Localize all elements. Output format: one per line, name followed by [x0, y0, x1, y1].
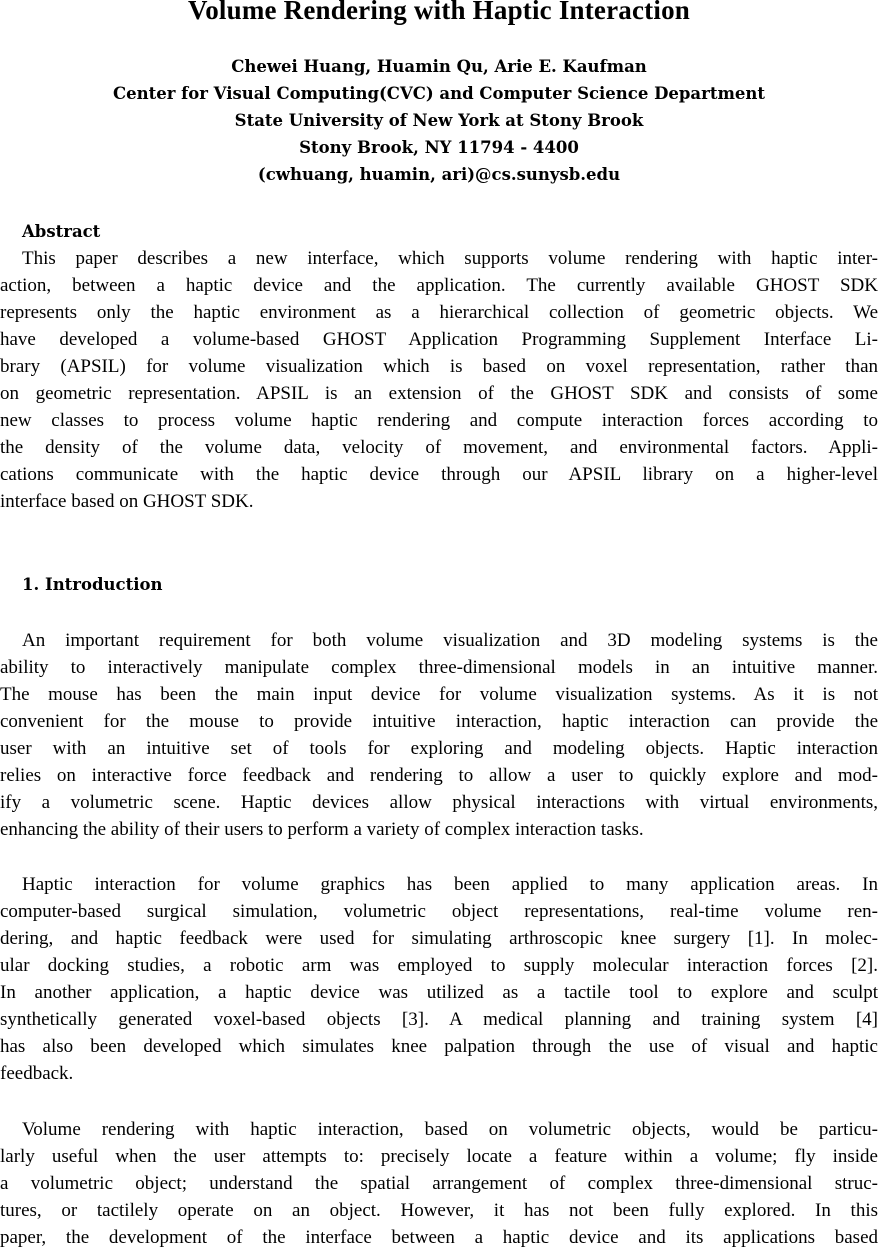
intro-line: Volume rendering with haptic interaction, based on volumetric objects, would be particu-: [22, 1119, 878, 1140]
intro-line: tures, or tactilely operate on an object. However, it has not been fully explored. In this: [0, 1200, 878, 1221]
intro-line: The mouse has been the main input device for volume visualization systems. As it is not: [0, 684, 878, 705]
abstract-line: interface based on GHOST SDK.: [0, 491, 254, 512]
abstract-line: action, between a haptic device and the application. The currently available GHOST SDK: [0, 275, 878, 296]
intro-paragraph-2: [0, 871, 878, 1087]
author-university: State University of New York at Stony Brook: [234, 111, 644, 130]
author-affiliation: Center for Visual Computing(CVC) and Computer Science Department: [112, 84, 766, 103]
abstract-line: on geometric representation. APSIL is an extension of the GHOST SDK and consists of some: [0, 383, 878, 404]
paper-title: Volume Rendering with Haptic Interaction: [188, 0, 690, 25]
abstract-line: cations communicate with the haptic device through our APSIL library on a higher-level: [0, 464, 878, 485]
intro-line: computer-based surgical simulation, volumetric object representations, real-time volume ren-: [0, 901, 878, 922]
intro-line: user with an intuitive set of tools for exploring and modeling objects. Haptic interaction: [0, 738, 878, 759]
intro-line: ability to interactively manipulate complex three-dimensional models in an intuitive manner.: [0, 657, 878, 678]
intro-line: larly useful when the user attempts to: precisely locate a feature within a volume; fly inside: [0, 1146, 878, 1167]
intro-line: feedback.: [0, 1063, 74, 1084]
intro-line: An important requirement for both volume visualization and 3D modeling systems is the: [22, 630, 878, 651]
abstract-line: the density of the volume data, velocity of movement, and environmental factors. Appli-: [0, 437, 878, 458]
abstract-heading: Abstract: [22, 222, 101, 241]
intro-line: a volumetric object; understand the spatial arrangement of complex three-dimensional struc-: [0, 1173, 878, 1194]
author-names: Chewei Huang, Huamin Qu, Arie E. Kaufman: [231, 57, 647, 76]
intro-line: In another application, a haptic device was utilized as a tactile tool to explore and sculpt: [0, 982, 878, 1003]
abstract-line: new classes to process volume haptic rendering and compute interaction forces according to: [0, 410, 878, 431]
intro-line: relies on interactive force feedback and rendering to allow a user to quickly explore and mod-: [0, 765, 878, 786]
abstract-line: brary (APSIL) for volume visualization which is based on voxel representation, rather than: [0, 356, 878, 377]
author-block: [0, 53, 878, 188]
author-location: Stony Brook, NY 11794 - 4400: [299, 138, 579, 157]
intro-line: enhancing the ability of their users to perform a variety of complex interaction tasks.: [0, 819, 644, 840]
intro-line: dering, and haptic feedback were used for simulating arthroscopic knee surgery [1]. In molec-: [0, 928, 878, 949]
intro-paragraph-1: [0, 627, 878, 843]
intro-line: synthetically generated voxel-based objects [3]. A medical planning and training system [4]: [0, 1009, 878, 1030]
intro-line: ify a volumetric scene. Haptic devices allow physical interactions with virtual environments,: [0, 792, 878, 813]
abstract-paragraph: [0, 245, 878, 515]
intro-line: ular docking studies, a robotic arm was employed to supply molecular interaction forces [2].: [0, 955, 878, 976]
intro-line: paper, the development of the interface between a haptic device and its applications based: [0, 1227, 878, 1248]
intro-paragraph-3: [0, 1116, 878, 1250]
introduction-heading: 1. Introduction: [22, 575, 163, 594]
intro-line: convenient for the mouse to provide intuitive interaction, haptic interaction can provide the: [0, 711, 878, 732]
abstract-line: have developed a volume-based GHOST Application Programming Supplement Interface Li-: [0, 329, 878, 350]
intro-line: has also been developed which simulates knee palpation through the use of visual and haptic: [0, 1036, 878, 1057]
abstract-line: This paper describes a new interface, which supports volume rendering with haptic inter-: [22, 248, 878, 269]
intro-line: Haptic interaction for volume graphics has been applied to many application areas. In: [22, 874, 878, 895]
abstract-line: represents only the haptic environment as a hierarchical collection of geometric objects. We: [0, 302, 878, 323]
author-email: (cwhuang, huamin, ari)@cs.sunysb.edu: [257, 165, 621, 184]
